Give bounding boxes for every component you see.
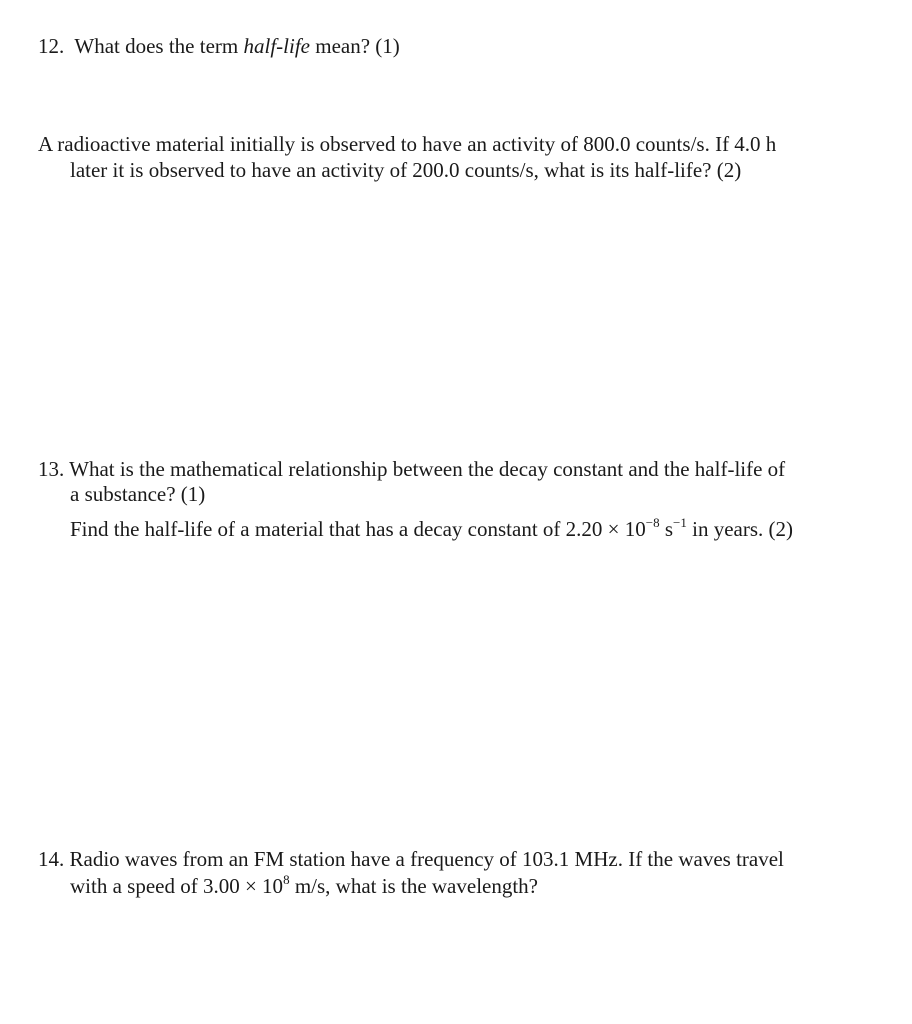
question-12: [38, 33, 400, 59]
question-13-part-2-unit: s: [659, 517, 674, 541]
question-14-line-2-prefix: with a speed of 3.00 × 10: [70, 874, 284, 898]
question-13-part-2: [70, 516, 793, 542]
question-13-part-2-exponent-1: −8: [645, 515, 660, 530]
question-13-part-2-prefix: Find the half-life of a material that has a decay constant of 2.20 × 10: [70, 517, 646, 541]
question-14-line-2-suffix: m/s, what is the wavelength?: [289, 874, 539, 898]
question-12b-line-2: later it is observed to have an activity of 200.0 counts/s, what is its half-life? (2): [70, 158, 742, 182]
question-14-number: 14.: [38, 847, 65, 871]
question-12-term: half-life: [243, 34, 310, 58]
question-13-line-1: [38, 456, 785, 482]
question-14-exponent: 8: [283, 872, 290, 887]
question-13-part-2-suffix: in years. (2): [686, 517, 794, 541]
question-12-prefix: What does the term: [74, 34, 244, 58]
question-12b-line-1: A radioactive material initially is observed to have an activity of 800.0 counts/s. If 4.0 h: [38, 132, 777, 156]
question-12-suffix: mean? (1): [309, 34, 400, 58]
question-13-line-2: a substance? (1): [70, 482, 206, 506]
question-14-line-2: [70, 873, 538, 899]
question-13-text: What is the mathematical relationship between the decay constant and the half-life of: [69, 457, 786, 481]
question-12-number: 12.: [38, 34, 65, 58]
question-14-line-1: [38, 846, 784, 872]
question-13-part-2-exponent-2: −1: [673, 515, 687, 530]
question-13-number: 13.: [38, 457, 65, 481]
question-14-text: Radio waves from an FM station have a frequency of 103.1 MHz. If the waves travel: [69, 847, 784, 871]
